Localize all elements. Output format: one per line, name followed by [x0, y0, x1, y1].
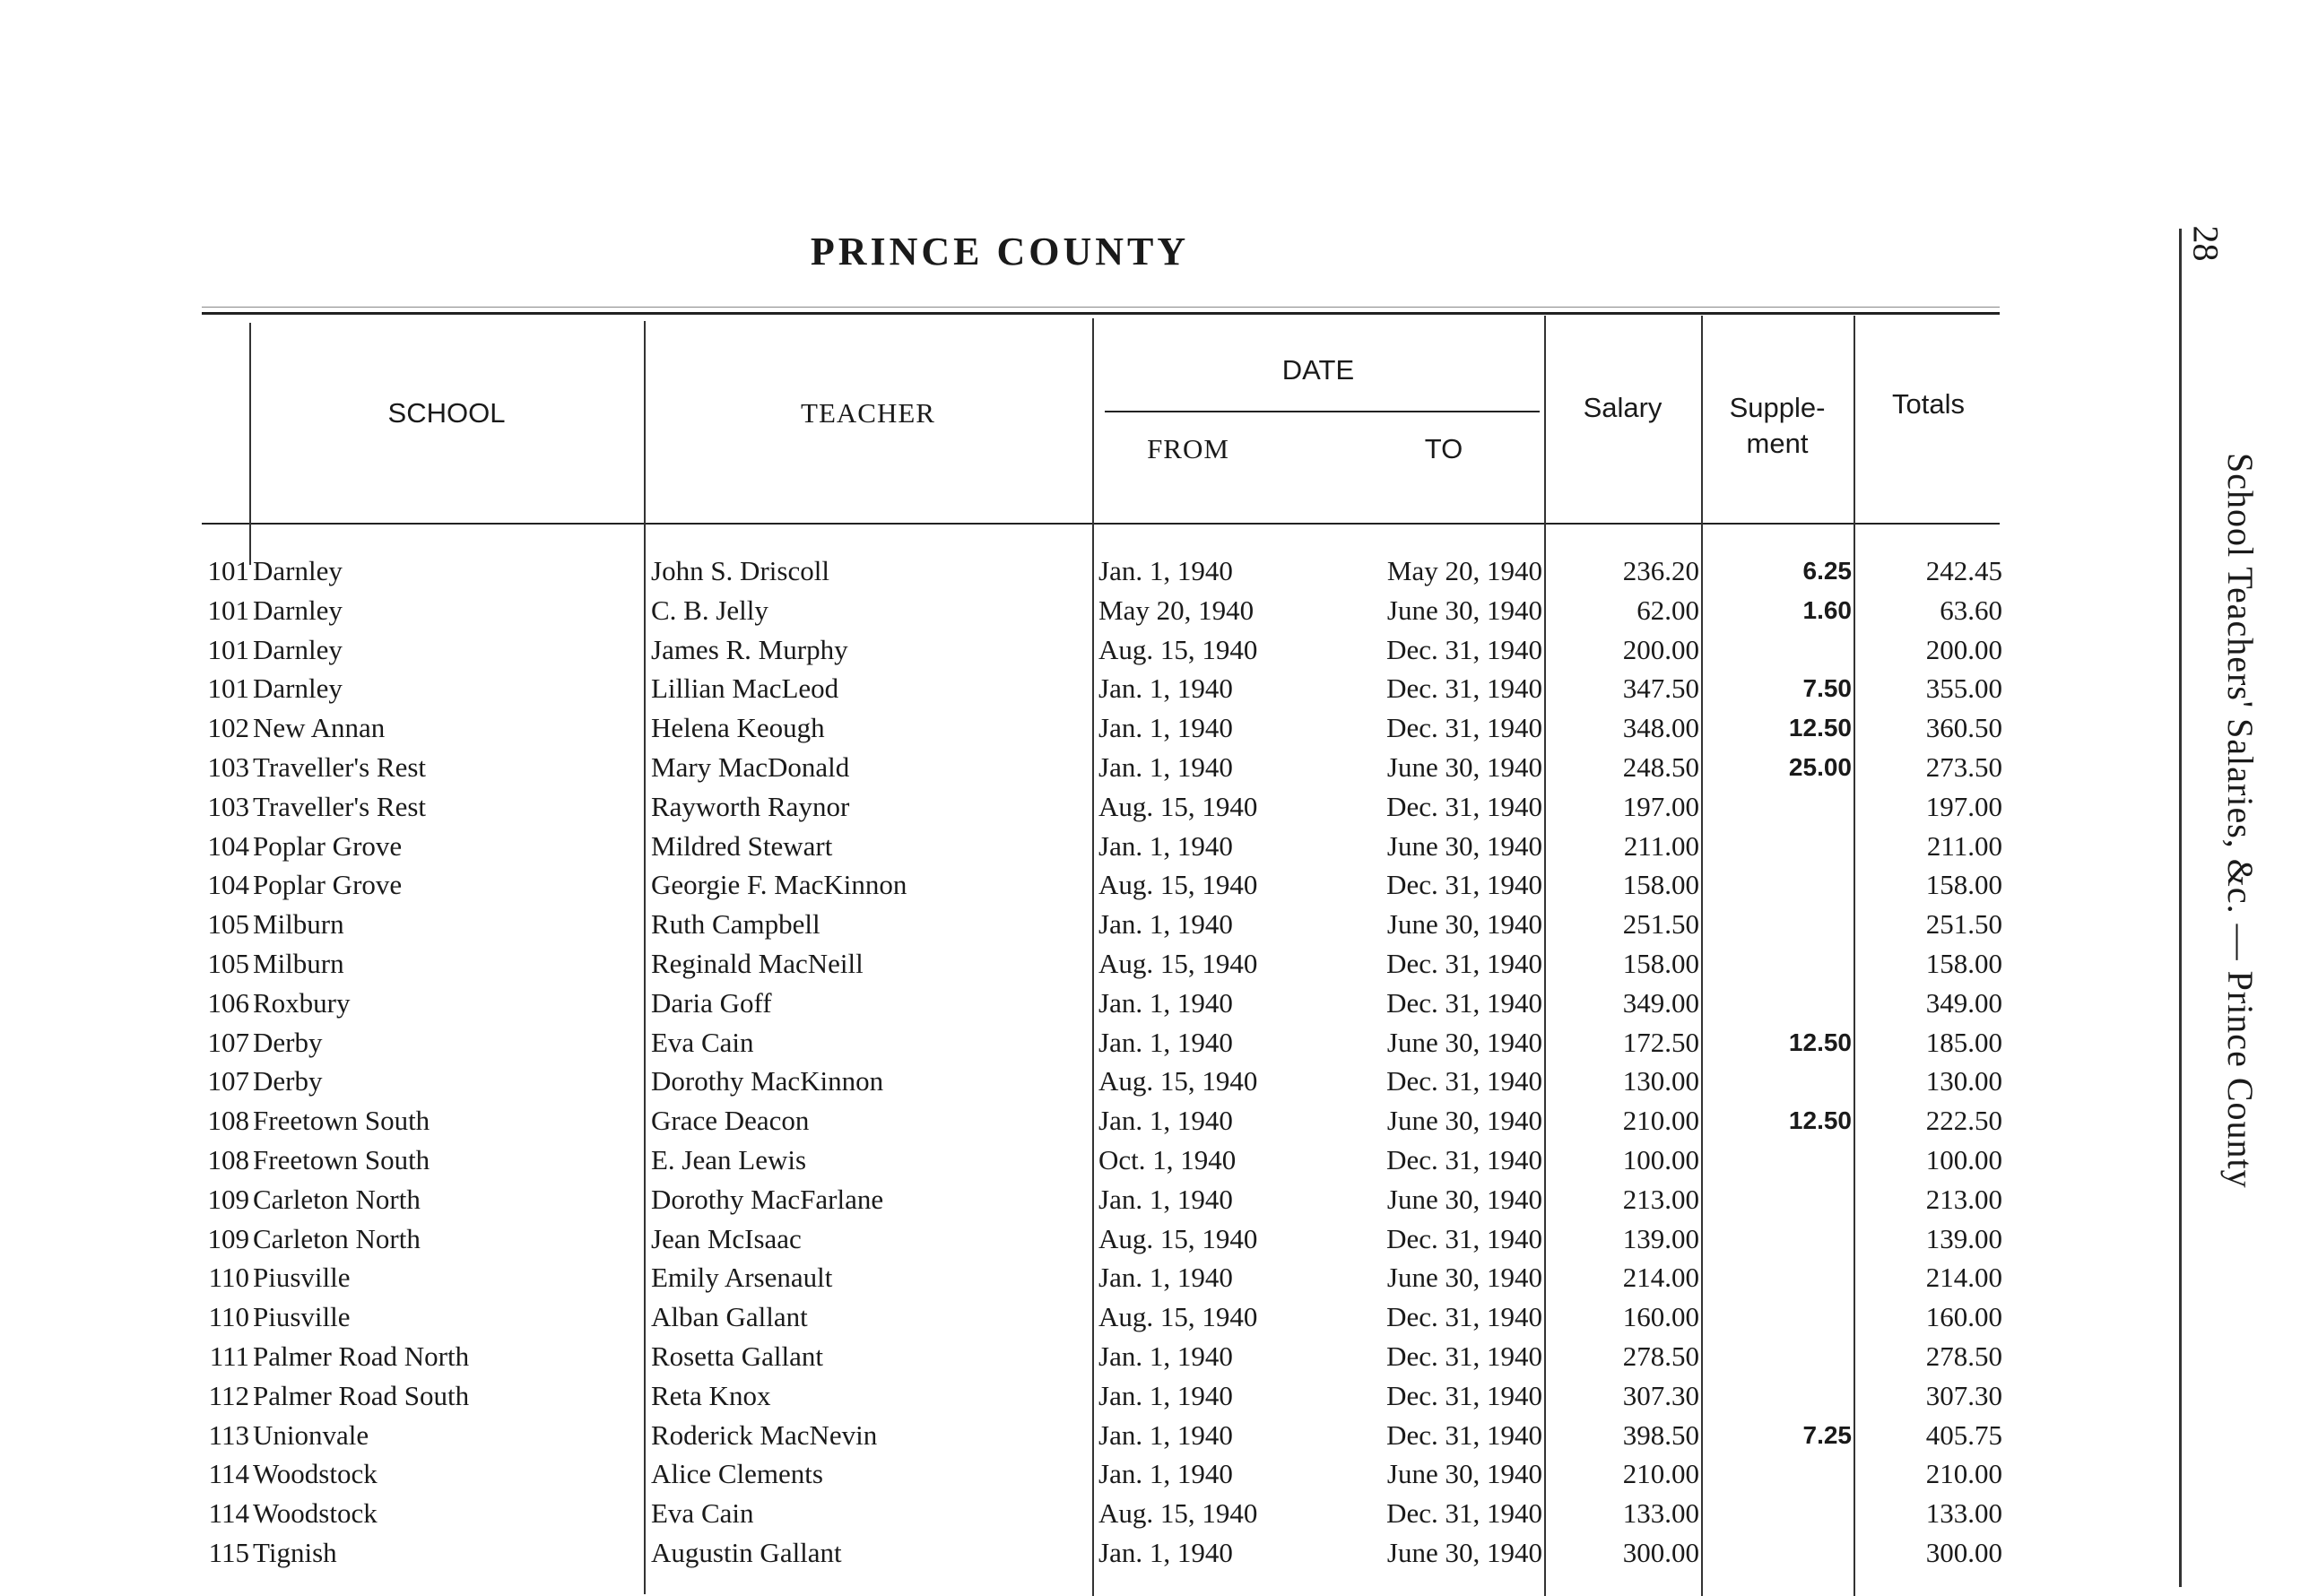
total-value: 360.50 [1925, 712, 2002, 744]
school-name: Unionvale [253, 1418, 369, 1451]
table-top-rule-thin [202, 307, 2000, 308]
school-name: Carleton North [253, 1183, 421, 1215]
teacher-name: Lillian MacLeod [651, 672, 839, 705]
total-value: 242.45 [1925, 555, 2002, 586]
school-name: Darnley [253, 594, 343, 626]
school-name: Freetown South [253, 1105, 430, 1137]
salary-value: 214.00 [1622, 1262, 1699, 1294]
table-row [0, 1062, 2062, 1101]
table-row [0, 1494, 2062, 1533]
teacher-name: Alice Clements [651, 1458, 823, 1490]
date-to: May 20, 1940 [1386, 555, 1542, 586]
table-top-rule [202, 312, 2000, 315]
table-row [0, 669, 2062, 708]
salary-value: 398.50 [1622, 1418, 1699, 1451]
salary-value: 130.00 [1622, 1065, 1699, 1097]
school-number: 111 [209, 1340, 249, 1372]
date-from: Jan. 1, 1940 [1098, 1458, 1233, 1490]
total-value: 355.00 [1925, 672, 2002, 705]
teacher-name: C. B. Jelly [651, 594, 768, 626]
total-value: 210.00 [1925, 1458, 2002, 1490]
school-number: 104 [207, 869, 249, 901]
salary-value: 248.50 [1622, 750, 1699, 783]
total-value: 185.00 [1925, 1026, 2002, 1058]
table-row [0, 1376, 2062, 1416]
school-name: New Annan [253, 712, 386, 744]
salary-value: 197.00 [1622, 790, 1699, 822]
school-number: 109 [207, 1183, 249, 1215]
table-row [0, 865, 2062, 905]
date-to: Dec. 31, 1940 [1386, 947, 1542, 979]
date-to: Dec. 31, 1940 [1386, 1418, 1542, 1451]
total-value: 214.00 [1925, 1262, 2002, 1294]
total-value: 278.50 [1925, 1340, 2002, 1372]
school-number: 114 [208, 1458, 249, 1490]
table-row [0, 1454, 2062, 1494]
table-row [0, 1297, 2062, 1337]
date-from: Aug. 15, 1940 [1098, 1497, 1258, 1530]
total-value: 100.00 [1925, 1143, 2002, 1175]
table-row [0, 591, 2062, 630]
salary-value: 211.00 [1623, 829, 1699, 862]
date-from: Oct. 1, 1940 [1098, 1143, 1237, 1175]
date-from: Aug. 15, 1940 [1098, 1301, 1258, 1333]
table-row [0, 551, 2062, 591]
school-number: 101 [207, 594, 249, 626]
table-row [0, 1258, 2062, 1297]
total-value: 133.00 [1925, 1497, 2002, 1530]
supplement-value: 7.25 [1802, 1420, 1852, 1449]
date-to: June 30, 1940 [1386, 1183, 1542, 1215]
date-to: Dec. 31, 1940 [1386, 1497, 1542, 1530]
salary-value: 62.00 [1636, 594, 1699, 626]
total-value: 405.75 [1925, 1418, 2002, 1451]
supplement-value: 6.25 [1802, 557, 1852, 585]
page-number: 28 [2185, 225, 2227, 262]
supplement-value: 7.50 [1802, 674, 1852, 703]
teacher-name: Jean McIsaac [651, 1222, 802, 1254]
table-row [0, 1101, 2062, 1141]
date-from: Jan. 1, 1940 [1098, 986, 1233, 1019]
school-name: Milburn [253, 947, 344, 979]
date-from: Aug. 15, 1940 [1098, 947, 1258, 979]
header-salary: Salary [1583, 392, 1663, 423]
total-value: 273.50 [1925, 750, 2002, 783]
school-name: Tignish [253, 1536, 337, 1568]
salary-value: 100.00 [1622, 1143, 1699, 1175]
school-number: 107 [207, 1065, 249, 1097]
teacher-name: Helena Keough [651, 712, 825, 744]
school-number: 107 [207, 1026, 249, 1058]
teacher-name: James R. Murphy [651, 633, 848, 665]
date-to: June 30, 1940 [1386, 1105, 1542, 1137]
school-name: Piusville [253, 1262, 351, 1294]
teacher-name: Reta Knox [651, 1379, 771, 1411]
table-row [0, 827, 2062, 866]
total-value: 200.00 [1925, 633, 2002, 665]
salary-value: 213.00 [1622, 1183, 1699, 1215]
school-name: Poplar Grove [253, 869, 403, 901]
teacher-name: Daria Goff [651, 986, 772, 1019]
school-name: Darnley [253, 633, 343, 665]
date-from: Jan. 1, 1940 [1098, 1105, 1233, 1137]
header-supplement-line1: Supple- [1729, 392, 1826, 423]
date-from: Jan. 1, 1940 [1098, 1418, 1233, 1451]
date-to: June 30, 1940 [1386, 750, 1542, 783]
table-row [0, 630, 2062, 670]
school-number: 109 [207, 1222, 249, 1254]
salary-value: 236.20 [1622, 555, 1699, 586]
teacher-name: Roderick MacNevin [651, 1418, 878, 1451]
salary-value: 300.00 [1622, 1536, 1699, 1568]
date-from: Aug. 15, 1940 [1098, 869, 1258, 901]
table-row [0, 748, 2062, 787]
date-from: Aug. 15, 1940 [1098, 1222, 1258, 1254]
date-from: Jan. 1, 1940 [1098, 1536, 1233, 1568]
school-number: 105 [207, 908, 249, 941]
date-to: Dec. 31, 1940 [1386, 1143, 1542, 1175]
date-from: Jan. 1, 1940 [1098, 672, 1233, 705]
date-divider-rule [1105, 411, 1540, 412]
date-from: Aug. 15, 1940 [1098, 633, 1258, 665]
salary-value: 158.00 [1622, 869, 1699, 901]
header-school: SCHOOL [387, 397, 506, 429]
header-supplement-line2: ment [1746, 428, 1809, 459]
teacher-name: Alban Gallant [651, 1301, 808, 1333]
school-number: 110 [208, 1262, 249, 1294]
date-to: Dec. 31, 1940 [1386, 672, 1542, 705]
table-row [0, 708, 2062, 748]
teacher-name: Dorothy MacFarlane [651, 1183, 884, 1215]
date-from: Jan. 1, 1940 [1098, 555, 1233, 586]
date-to: June 30, 1940 [1386, 829, 1542, 862]
date-from: Jan. 1, 1940 [1098, 1183, 1233, 1215]
page-title: PRINCE COUNTY [810, 230, 1190, 273]
school-name: Roxbury [253, 986, 351, 1019]
total-value: 197.00 [1925, 790, 2002, 822]
school-number: 108 [207, 1143, 249, 1175]
header-date: DATE [1281, 354, 1355, 386]
salary-value: 158.00 [1622, 947, 1699, 979]
header-to: TO [1424, 433, 1463, 464]
date-to: Dec. 31, 1940 [1386, 633, 1542, 665]
salary-value: 160.00 [1622, 1301, 1699, 1333]
school-name: Carleton North [253, 1222, 421, 1254]
total-value: 349.00 [1925, 986, 2002, 1019]
date-from: Jan. 1, 1940 [1098, 1379, 1233, 1411]
date-to: June 30, 1940 [1386, 1262, 1542, 1294]
table-body [0, 551, 2062, 1573]
total-value: 139.00 [1925, 1222, 2002, 1254]
date-to: Dec. 31, 1940 [1386, 712, 1542, 744]
table-row [0, 1416, 2062, 1455]
table-row [0, 1337, 2062, 1376]
date-to: June 30, 1940 [1386, 594, 1542, 626]
salary-value: 172.50 [1622, 1026, 1699, 1058]
school-number: 115 [208, 1536, 249, 1568]
school-name: Derby [253, 1065, 323, 1097]
total-value: 222.50 [1925, 1105, 2002, 1137]
salary-value: 210.00 [1622, 1458, 1699, 1490]
teacher-name: E. Jean Lewis [651, 1143, 807, 1175]
school-name: Piusville [253, 1301, 351, 1333]
side-caption: School Teachers' Salaries, &c. — Prince County [2220, 453, 2261, 1189]
teacher-name: Augustin Gallant [651, 1536, 842, 1568]
date-to: Dec. 31, 1940 [1386, 1340, 1542, 1372]
table-row [0, 1141, 2062, 1180]
salary-value: 251.50 [1622, 908, 1699, 941]
table-row [0, 787, 2062, 827]
date-from: Jan. 1, 1940 [1098, 1262, 1233, 1294]
school-number: 108 [207, 1105, 249, 1137]
date-to: Dec. 31, 1940 [1386, 869, 1542, 901]
total-value: 158.00 [1925, 947, 2002, 979]
supplement-value: 12.50 [1788, 714, 1852, 742]
header-from: FROM [1147, 433, 1229, 464]
school-number: 113 [208, 1418, 249, 1451]
header-bottom-rule [202, 523, 2000, 525]
total-value: 213.00 [1925, 1183, 2002, 1215]
date-to: Dec. 31, 1940 [1386, 1301, 1542, 1333]
school-name: Traveller's Rest [253, 750, 427, 783]
salary-value: 210.00 [1622, 1105, 1699, 1137]
school-number: 102 [207, 712, 249, 744]
date-from: May 20, 1940 [1098, 594, 1254, 626]
salary-value: 347.50 [1622, 672, 1699, 705]
total-value: 130.00 [1925, 1065, 2002, 1097]
table-row [0, 1219, 2062, 1259]
date-to: June 30, 1940 [1386, 1026, 1542, 1058]
date-to: June 30, 1940 [1386, 1536, 1542, 1568]
school-name: Woodstock [253, 1497, 378, 1530]
school-number: 103 [207, 750, 249, 783]
header-teacher: TEACHER [801, 397, 935, 429]
teacher-name: Rayworth Raynor [651, 790, 850, 822]
date-from: Jan. 1, 1940 [1098, 712, 1233, 744]
total-value: 251.50 [1925, 908, 2002, 941]
table-row [0, 984, 2062, 1023]
table-row [0, 1180, 2062, 1219]
school-number: 114 [208, 1497, 249, 1530]
school-number: 110 [208, 1301, 249, 1333]
salary-value: 349.00 [1622, 986, 1699, 1019]
teacher-name: Ruth Campbell [651, 908, 820, 941]
teacher-name: Dorothy MacKinnon [651, 1065, 884, 1097]
school-name: Woodstock [253, 1458, 378, 1490]
date-from: Jan. 1, 1940 [1098, 908, 1233, 941]
date-from: Jan. 1, 1940 [1098, 1340, 1233, 1372]
teacher-name: Eva Cain [651, 1497, 754, 1530]
table-row [0, 1023, 2062, 1063]
page-right-rule [2179, 229, 2182, 1587]
teacher-name: Reginald MacNeill [651, 947, 864, 979]
date-to: Dec. 31, 1940 [1386, 986, 1542, 1019]
teacher-name: John S. Driscoll [651, 555, 829, 586]
supplement-value: 25.00 [1788, 752, 1852, 781]
salary-value: 348.00 [1622, 712, 1699, 744]
school-name: Palmer Road North [253, 1340, 470, 1372]
teacher-name: Georgie F. MacKinnon [651, 869, 907, 901]
salary-value: 307.30 [1622, 1379, 1699, 1411]
school-name: Palmer Road South [253, 1379, 470, 1411]
date-from: Aug. 15, 1940 [1098, 790, 1258, 822]
school-number: 104 [207, 829, 249, 862]
date-from: Jan. 1, 1940 [1098, 829, 1233, 862]
salary-value: 278.50 [1622, 1340, 1699, 1372]
total-value: 158.00 [1925, 869, 2002, 901]
total-value: 160.00 [1925, 1301, 2002, 1333]
total-value: 307.30 [1925, 1379, 2002, 1411]
school-number: 105 [207, 947, 249, 979]
total-value: 63.60 [1940, 594, 2002, 626]
date-to: June 30, 1940 [1386, 908, 1542, 941]
date-to: June 30, 1940 [1386, 1458, 1542, 1490]
school-number: 101 [207, 672, 249, 705]
teacher-name: Rosetta Gallant [651, 1340, 823, 1372]
school-name: Milburn [253, 908, 344, 941]
date-from: Jan. 1, 1940 [1098, 1026, 1233, 1058]
date-to: Dec. 31, 1940 [1386, 1379, 1542, 1411]
total-value: 300.00 [1925, 1536, 2002, 1568]
col-line-school-left [249, 323, 251, 565]
table-row [0, 1533, 2062, 1573]
teacher-name: Mildred Stewart [651, 829, 833, 862]
date-to: Dec. 31, 1940 [1386, 790, 1542, 822]
school-number: 103 [207, 790, 249, 822]
date-from: Aug. 15, 1940 [1098, 1065, 1258, 1097]
school-name: Poplar Grove [253, 829, 403, 862]
table-row [0, 905, 2062, 944]
salary-value: 139.00 [1622, 1222, 1699, 1254]
school-name: Freetown South [253, 1143, 430, 1175]
school-name: Derby [253, 1026, 323, 1058]
school-number: 112 [208, 1379, 249, 1411]
school-number: 101 [207, 633, 249, 665]
table-row [0, 944, 2062, 984]
supplement-value: 1.60 [1802, 595, 1852, 624]
teacher-name: Mary MacDonald [651, 750, 850, 783]
supplement-value: 12.50 [1788, 1106, 1852, 1135]
header-totals: Totals [1892, 388, 1965, 420]
school-name: Darnley [253, 555, 343, 586]
supplement-value: 12.50 [1788, 1028, 1852, 1056]
salary-value: 133.00 [1622, 1497, 1699, 1530]
date-from: Jan. 1, 1940 [1098, 750, 1233, 783]
school-name: Traveller's Rest [253, 790, 427, 822]
date-to: Dec. 31, 1940 [1386, 1222, 1542, 1254]
teacher-name: Grace Deacon [651, 1105, 810, 1137]
teacher-name: Emily Arsenault [651, 1262, 833, 1294]
school-number: 101 [207, 555, 249, 586]
total-value: 211.00 [1926, 829, 2002, 862]
date-to: Dec. 31, 1940 [1386, 1065, 1542, 1097]
school-name: Darnley [253, 672, 343, 705]
salary-value: 200.00 [1622, 633, 1699, 665]
school-number: 106 [207, 986, 249, 1019]
teacher-name: Eva Cain [651, 1026, 754, 1058]
